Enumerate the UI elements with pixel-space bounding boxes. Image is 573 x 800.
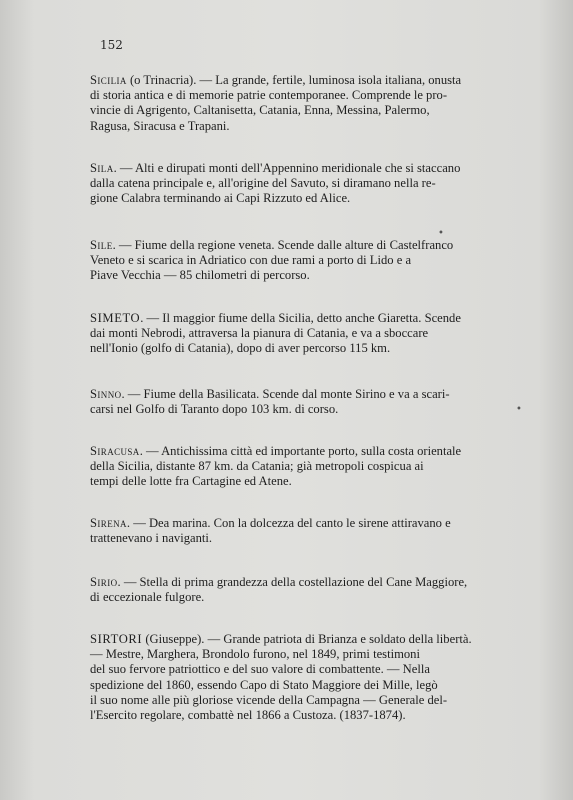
entry-text: — Mestre, Marghera, Brondolo furono, nel 1849, primi testimoni: [90, 647, 420, 662]
entry-text: vincie di Agrigento, Caltanisetta, Catania, Enna, Messina, Palermo,: [90, 103, 430, 118]
entry-text: della Sicilia, distante 87 km. da Catania; già metropoli cospicua ai: [90, 459, 424, 474]
entry-text: . — Fiume della regione veneta. Scende dalle alture di Castelfranco: [112, 238, 454, 252]
entry-headword: Sila: [90, 161, 114, 175]
entry-headword: Sinno: [90, 387, 122, 401]
entry-sirio: [90, 575, 522, 605]
entry-text: (Giuseppe). — Grande patriota di Brianza e soldato della libertà.: [142, 632, 472, 646]
entry-text: l'Esercito regolare, combattè nel 1866 a Custoza. (1837-1874).: [90, 708, 406, 723]
entry-headword: SIMETO: [90, 311, 141, 325]
entry-text: . — Il maggior fiume della Sicilia, detto anche Giaretta. Scende: [140, 311, 461, 325]
entry-text: di storia antica e di memorie patrie contemporanee. Comprende le pro-: [90, 88, 448, 103]
entry-text: il suo nome alle più gloriose vicende della Campagna — Generale del-: [90, 692, 448, 707]
entry-text: tempi delle lotte fra Cartagine ed Atene.: [90, 474, 292, 489]
entry-text: . — Dea marina. Con la dolcezza del canto le sirene attiravano e: [126, 516, 451, 530]
entry-headword: Sile: [90, 238, 113, 252]
entry-sile: [90, 238, 522, 284]
entry-text: Piave Vecchia — 85 chilometri di percorso.: [90, 268, 310, 283]
entry-sirtori: [90, 632, 522, 723]
entry-text: di eccezionale fulgore.: [90, 590, 205, 605]
ink-speck: •: [516, 404, 522, 415]
entry-text: Ragusa, Siracusa e Trapani.: [90, 118, 230, 133]
page-number: 152: [100, 38, 123, 52]
entry-headword: Sicilia: [90, 73, 127, 87]
entry-text: dai monti Nebrodi, attraversa la pianura di Catania, e va a sboccare: [90, 326, 429, 341]
entry-text: Veneto e si scarica in Adriatico con due rami a porto di Lido e a: [90, 253, 412, 268]
entry-text: . — Fiume della Basilicata. Scende dal monte Sirino e va a scari-: [121, 387, 450, 401]
entry-text: (o Trinacria). — La grande, fertile, luminosa isola italiana, onusta: [126, 73, 462, 87]
entry-text: nell'Ionio (golfo di Catania), dopo di aver percorso 115 km.: [90, 341, 391, 356]
entry-text: . — Stella di prima grandezza della costellazione del Cane Maggiore,: [117, 575, 468, 589]
entry-sila: [90, 161, 522, 207]
entry-text: . — Alti e dirupati monti dell'Appennino meridionale che si staccano: [113, 161, 461, 175]
entry-headword: Sirio: [90, 575, 118, 589]
entry-text: carsi nel Golfo di Taranto dopo 103 km. di corso.: [90, 402, 339, 417]
entry-headword: Siracusa: [90, 444, 140, 458]
entry-text: trattenevano i naviganti.: [90, 531, 213, 546]
entry-sirena: [90, 516, 522, 546]
entry-text: . — Antichissima città ed importante porto, sulla costa orientale: [139, 444, 462, 458]
entry-headword: Sirena: [90, 516, 127, 530]
entry-text: gione Calabra terminando ai Capi Rizzuto ed Alice.: [90, 191, 351, 206]
entry-simeto: [90, 311, 522, 357]
entry-text: spedizione del 1860, essendo Capo di Stato Maggiore dei Mille, legò: [90, 677, 438, 692]
entry-text: del suo fervore patriottico e del suo valore di combattente. — Nella: [90, 662, 430, 677]
entry-text: dalla catena principale e, all'origine del Savuto, si diramano nella re-: [90, 176, 436, 191]
ink-speck: •: [438, 228, 444, 239]
entry-sicilia: [90, 73, 522, 134]
entry-siracusa: [90, 444, 522, 490]
entry-sinno: [90, 387, 522, 417]
entry-headword: SIRTORI: [90, 632, 143, 646]
